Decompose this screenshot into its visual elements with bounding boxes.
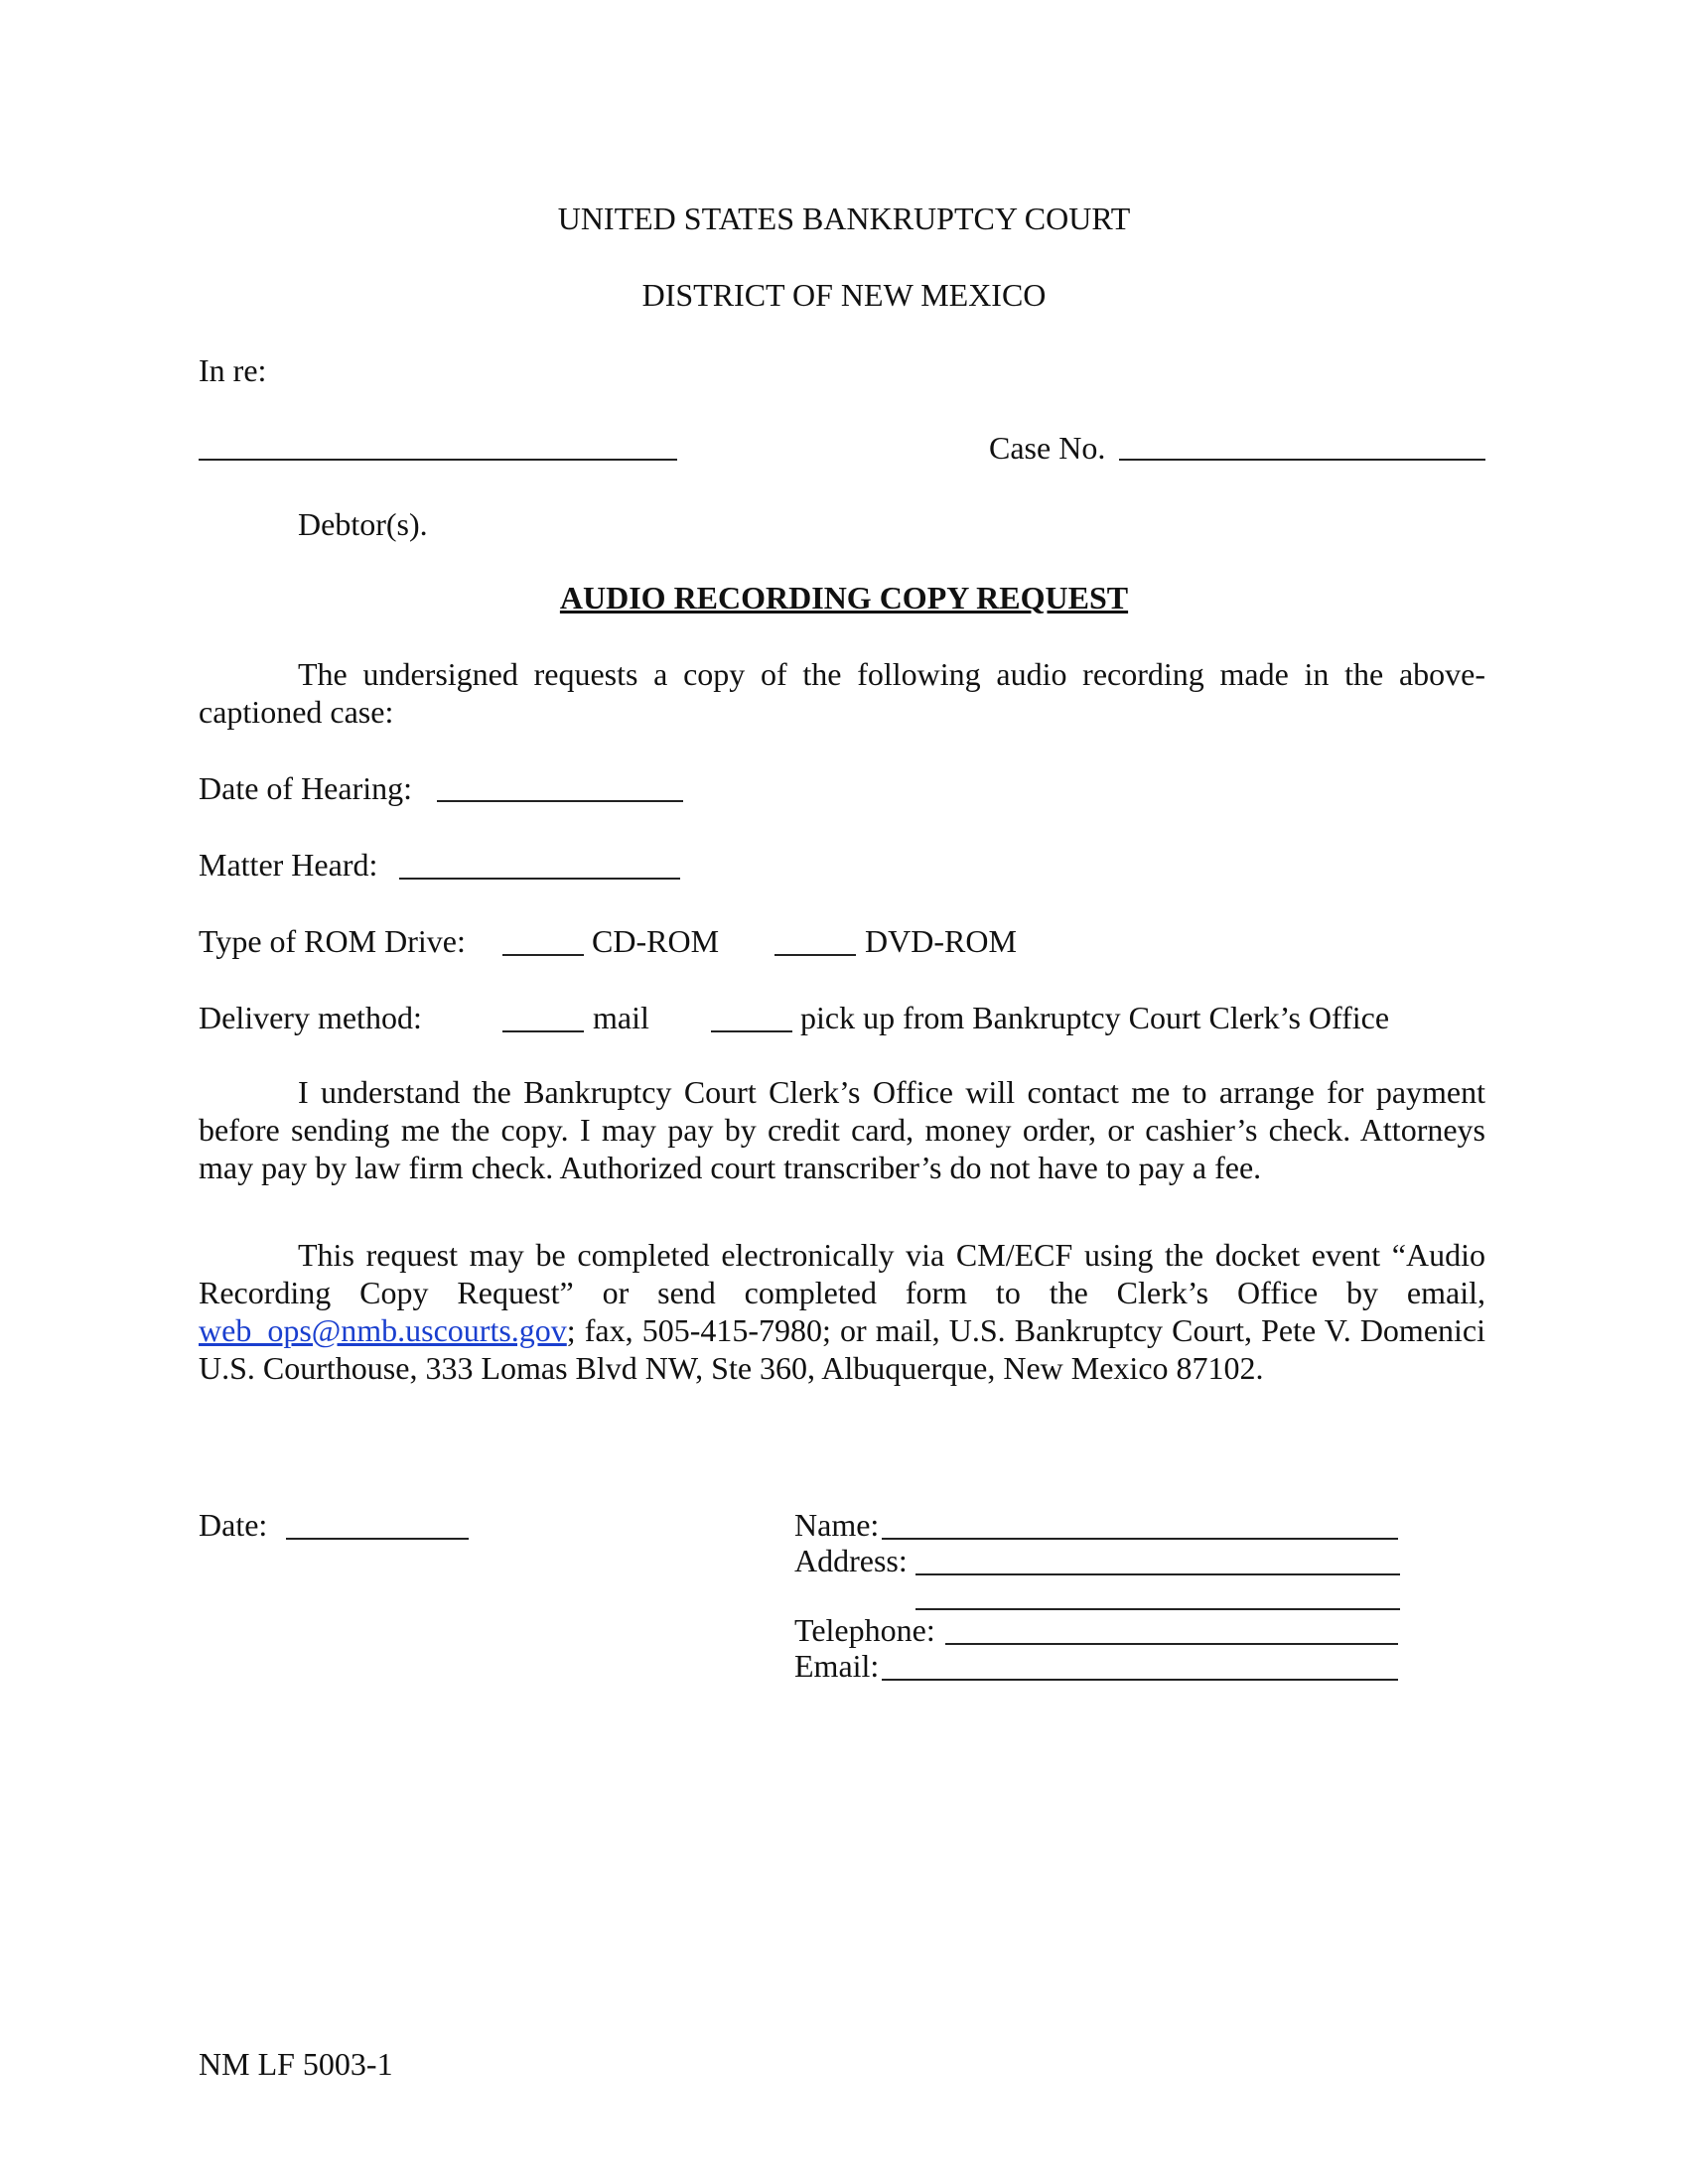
debtor-label: Debtor(s).	[298, 506, 428, 542]
mail-option: mail	[593, 1000, 649, 1035]
email-label: Email:	[794, 1648, 880, 1684]
telephone-field[interactable]	[945, 1643, 1398, 1645]
address-label: Address:	[794, 1543, 908, 1578]
dvd-rom-checkbox[interactable]	[774, 954, 856, 956]
mail-checkbox[interactable]	[502, 1030, 584, 1032]
electronic-filing-paragraph	[199, 1236, 1485, 1387]
dvd-rom-option: DVD-ROM	[865, 923, 1017, 959]
intro-paragraph: The undersigned requests a copy of the following audio recording made in the above-captioned case:	[199, 656, 1485, 730]
court-name: UNITED STATES BANKRUPTCY COURT	[557, 201, 1131, 236]
in-re-label: In re:	[199, 352, 267, 388]
email-field[interactable]	[882, 1679, 1398, 1681]
cd-rom-checkbox[interactable]	[502, 954, 584, 956]
electronic-text-part1: This request may be completed electronically via CM/ECF using the docket event “Audio Recording Copy Request” or send completed form to the Clerk’s Office by email,	[199, 1237, 1485, 1310]
date-label: Date:	[199, 1507, 268, 1543]
form-number: NM LF 5003-1	[199, 2046, 393, 2082]
matter-heard-label: Matter Heard:	[199, 847, 378, 883]
telephone-label: Telephone:	[794, 1612, 935, 1648]
pickup-checkbox[interactable]	[711, 1030, 792, 1032]
name-label: Name:	[794, 1507, 880, 1543]
name-field[interactable]	[882, 1538, 1398, 1540]
district-name: DISTRICT OF NEW MEXICO	[641, 277, 1047, 313]
delivery-method-label: Delivery method:	[199, 1000, 422, 1035]
matter-heard-field[interactable]	[399, 878, 680, 880]
pickup-option: pick up from Bankruptcy Court Clerk’s Office	[800, 1000, 1390, 1035]
case-no-field[interactable]	[1119, 459, 1485, 461]
case-no-label: Case No.	[989, 430, 1106, 466]
payment-paragraph: I understand the Bankruptcy Court Clerk’s Office will contact me to arrange for payment before sending me the copy. I may pay by credit card, money order, or cashier’s check. Attorneys may pay by law firm check. Authorized court transcriber’s do not have to pay a fee.	[199, 1074, 1485, 1185]
debtor-name-field[interactable]	[199, 459, 677, 461]
date-of-hearing-label: Date of Hearing:	[199, 770, 413, 806]
address-field-line2[interactable]	[915, 1608, 1400, 1610]
date-field[interactable]	[286, 1538, 469, 1540]
cd-rom-option: CD-ROM	[592, 923, 720, 959]
form-title: AUDIO RECORDING COPY REQUEST	[559, 580, 1129, 615]
rom-drive-label: Type of ROM Drive:	[199, 923, 466, 959]
date-of-hearing-field[interactable]	[437, 800, 683, 802]
electronic-text-part2: ; fax, 505-415-7980; or mail, U.S. Bankruptcy Court, Pete V. Domenici U.S. Courthouse, 333 Lomas Blvd NW, Ste 360, Albuquerque, New Mexico 87102.	[199, 1312, 1485, 1386]
email-link[interactable]: web_ops@nmb.uscourts.gov	[199, 1312, 567, 1348]
address-field-line1[interactable]	[915, 1573, 1400, 1575]
